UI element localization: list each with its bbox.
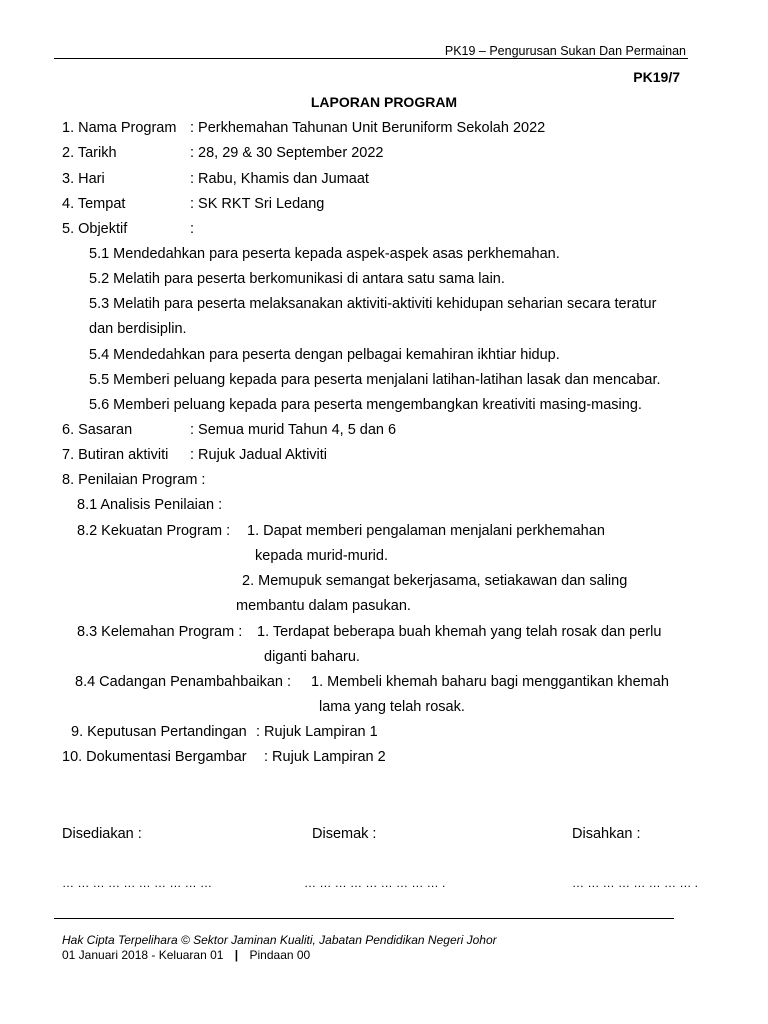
item-value: : Rabu, Khamis dan Jumaat (190, 171, 369, 187)
footer-separator: | (234, 948, 239, 962)
item-label: 10. Dokumentasi Bergambar (62, 749, 247, 765)
objective-item: 5.2 Melatih para peserta berkomunikasi di antara satu sama lain. (89, 271, 505, 287)
improvement-point-continued: lama yang telah rosak. (319, 699, 465, 715)
revision-number: Pindaan 00 (249, 948, 311, 962)
item-value: : (190, 221, 195, 237)
item-value: : 28, 29 & 30 September 2022 (190, 145, 384, 161)
improvement-point: 1. Membeli khemah baharu bagi menggantikan khemah (311, 674, 669, 690)
weakness-label: 8.3 Kelemahan Program : (77, 624, 243, 640)
analysis-label: 8.1 Analisis Penilaian : (77, 497, 223, 513)
item-label: 1. Nama Program (62, 120, 177, 136)
objective-item: 5.6 Memberi peluang kepada para peserta mengembangkan kreativiti masing-masing. (89, 397, 642, 413)
objective-item: 5.1 Mendedahkan para peserta kepada aspek-aspek asas perkhemahan. (89, 246, 560, 262)
item-value: : Perkhemahan Tahunan Unit Beruniform Sekolah 2022 (190, 120, 546, 136)
strength-point: 2. Memupuk semangat bekerjasama, setiakawan dan saling (242, 573, 628, 589)
checked-by-label: Disemak : (312, 826, 377, 842)
strength-point: 1. Dapat memberi pengalaman menjalani perkhemahan (247, 523, 605, 539)
objective-item: 5.5 Memberi peluang kepada para peserta menjalani latihan-latihan lasak dan mencabar. (89, 372, 661, 388)
item-value: : Rujuk Lampiran 1 (256, 724, 378, 740)
item-label: 7. Butiran aktiviti (62, 447, 169, 463)
objective-item: 5.3 Melatih para peserta melaksanakan aktiviti-aktiviti kehidupan seharian secara teratur (89, 296, 657, 312)
copyright-text: Hak Cipta Terpelihara © Sektor Jaminan Kualiti, Jabatan Pendidikan Negeri Johor (62, 933, 497, 947)
item-value: : Rujuk Lampiran 2 (264, 749, 386, 765)
item-value: : SK RKT Sri Ledang (190, 196, 325, 212)
approved-by-label: Disahkan : (572, 826, 641, 842)
strength-point-continued: membantu dalam pasukan. (236, 598, 411, 614)
page-title: LAPORAN PROGRAM (310, 94, 458, 110)
header-text: PK19 – Pengurusan Sukan Dan Permainan (444, 44, 686, 58)
signature-line-checked: … … … … … … … … … . (304, 876, 446, 890)
item-value: : Semua murid Tahun 4, 5 dan 6 (190, 422, 397, 438)
signature-line-approved: … … … … … … … … . (572, 876, 699, 890)
item-label: 9. Keputusan Pertandingan (71, 724, 247, 740)
item-label: 2. Tarikh (62, 145, 117, 161)
release-date: 01 Januari 2018 - Keluaran 01 (62, 948, 224, 962)
objective-item: 5.4 Mendedahkan para peserta dengan pelbagai kemahiran ikhtiar hidup. (89, 347, 560, 363)
document-code: PK19/7 (633, 69, 680, 85)
item-label: 5. Objektif (62, 221, 128, 237)
header-rule (54, 58, 688, 59)
weakness-point-continued: diganti baharu. (264, 649, 360, 665)
improvement-label: 8.4 Cadangan Penambahbaikan : (75, 674, 292, 690)
weakness-point: 1. Terdapat beberapa buah khemah yang telah rosak dan perlu (257, 624, 662, 640)
strength-point-continued: kepada murid-murid. (255, 548, 388, 564)
item-label: 4. Tempat (62, 196, 126, 212)
prepared-by-label: Disediakan : (62, 826, 142, 842)
strength-label: 8.2 Kekuatan Program : (77, 523, 231, 539)
signature-line-prepared: … … … … … … … … … … (62, 876, 213, 890)
item-label: 3. Hari (62, 171, 105, 187)
item-value: : Rujuk Jadual Aktiviti (190, 447, 328, 463)
objective-item-continued: dan berdisiplin. (89, 321, 187, 337)
footer-rule (54, 918, 674, 919)
footer-meta (62, 948, 310, 962)
evaluation-heading: 8. Penilaian Program : (62, 472, 206, 488)
item-label: 6. Sasaran (62, 422, 133, 438)
